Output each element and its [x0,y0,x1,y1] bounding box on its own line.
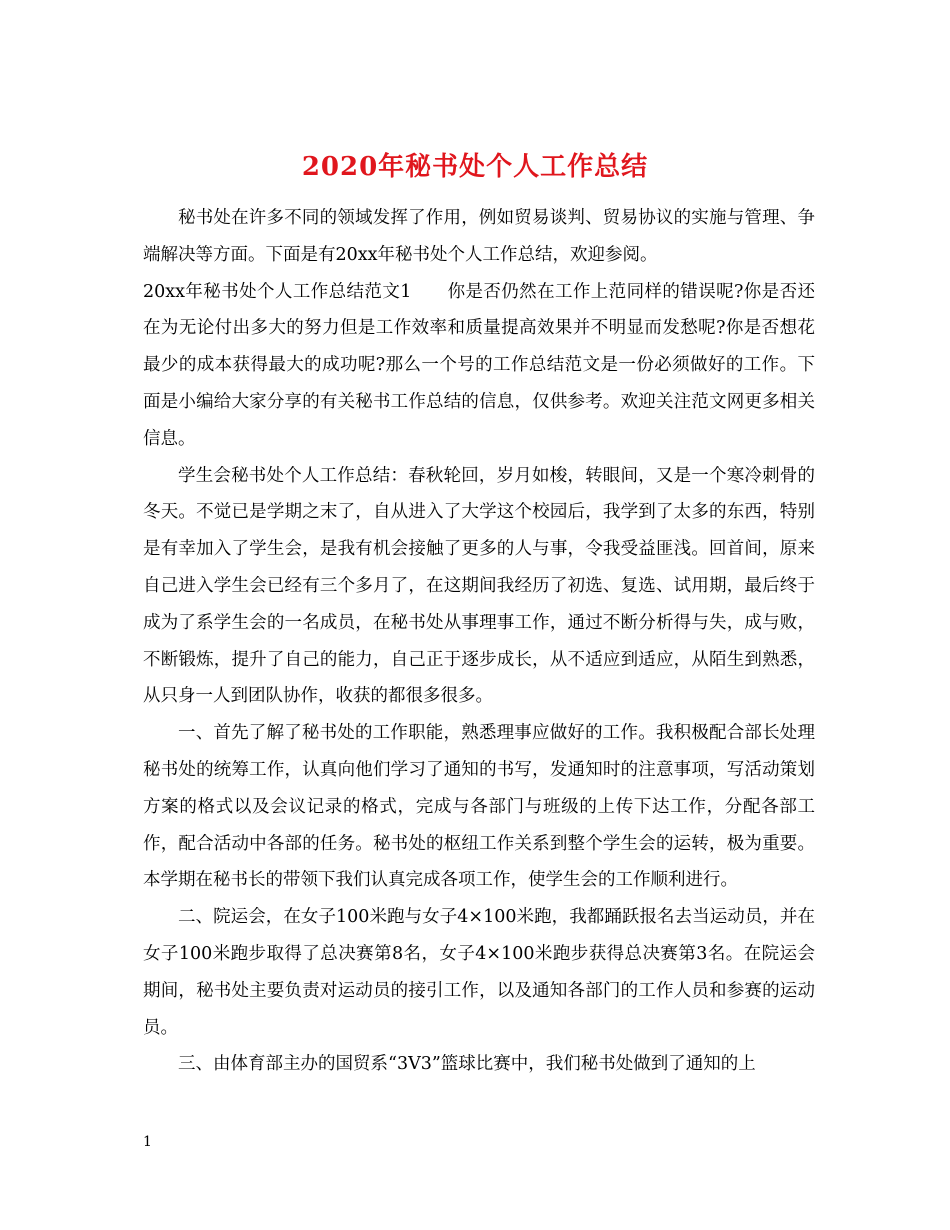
page-number: 1 [143,1134,152,1150]
paragraph-item-three: 三、由体育部主办的国贸系“3V3”篮球比赛中，我们秘书处做到了通知的上 [178,1054,756,1075]
document-title: 2020年秘书处个人工作总结 [301,152,649,183]
paragraph-intro: 秘书处在许多不同的领域发挥了作用，例如贸易谈判、贸易协议的实施与管理、争端解决等方面。下面是有20xx年秘书处个人工作总结，欢迎参阅。 [143,208,815,265]
paragraph-item-two: 二、院运会，在女子100米跑与女子4×100米跑，我都踊跃报名去当运动员，并在女子100米跑步取得了总决赛第8名，女子4×100米跑步获得总决赛第3名。在院运会期间，秘书处主要负责对运动员的接引工作，以及通知各部门的工作人员和参赛的运动员。 [143,907,815,1038]
document-body [143,200,815,1083]
paragraph-item-one: 一、首先了解了秘书处的工作职能，熟悉理事应做好的工作。我积极配合部长处理秘书处的统筹工作，认真向他们学习了通知的书写，发通知时的注意事项，写活动策划方案的格式以及会议记录的格式，完成与各部门与班级的上传下达工作，分配各部工作，配合活动中各部的任务。秘书处的枢纽工作关系到整个学生会的运转，极为重要。本学期在秘书长的带领下我们认真完成各项工作，使学生会的工作顺利进行。 [143,723,815,891]
paragraph-sample-heading: 20xx年秘书处个人工作总结范文1 你是否仍然在工作上范同样的错误呢?你是否还在为无论付出多大的努力但是工作效率和质量提高效果并不明显而发愁呢?你是否想花最少的成本获得最大的成功呢?那么一个号的工作总结范文是一份必须做好的工作。下面是小编给大家分享的有关秘书工作总结的信息，仅供参考。欢迎关注范文网更多相关信息。 [143,281,815,449]
paragraph-student-union-summary: 学生会秘书处个人工作总结：春秋轮回，岁月如梭，转眼间，又是一个寒冷刺骨的冬天。不觉已是学期之末了，自从进入了大学这个校园后，我学到了太多的东西，特别是有幸加入了学生会，是我有机会接触了更多的人与事，令我受益匪浅。回首间，原来自己进入学生会已经有三个多月了，在这期间我经历了初选、复选、试用期，最后终于成为了系学生会的一名成员，在秘书处从事理事工作，通过不断分析得与失，成与败，不断锻炼，提升了自己的能力，自己正于逐步成长，从不适应到适应，从陌生到熟悉，从只身一人到团队协作，收获的都很多很多。 [143,465,815,707]
